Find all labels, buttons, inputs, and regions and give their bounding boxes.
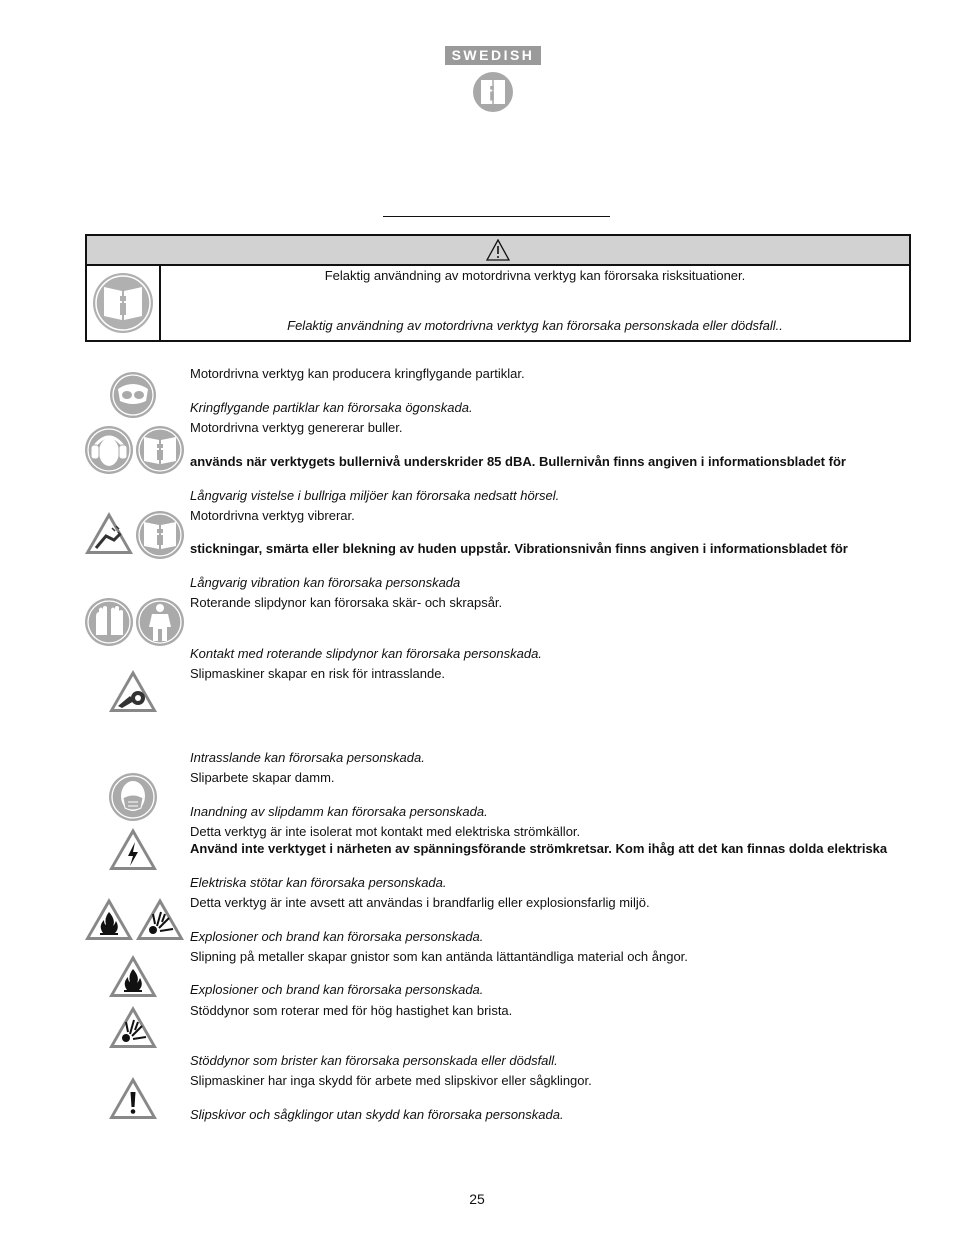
dust-mask-icon: [108, 772, 158, 822]
hazard-consequence: Inandning av slipdamm kan förorsaka personskada.: [190, 804, 488, 819]
hazard-text: Roterande slipdynor kan förorsaka skär- och skrapsår.: [190, 595, 503, 610]
hazard-consequence: Slipskivor och sågklingor utan skydd kan förorsaka personskada.: [190, 1107, 564, 1122]
hazard-text: Detta verktyg är inte isolerat mot kontakt med elektriska strömkällor.: [190, 824, 581, 839]
hazard-text: Motordrivna verktyg genererar buller.: [190, 420, 403, 435]
hazard-consequence: Stöddynor som brister kan förorsaka personskada eller dödsfall.: [190, 1053, 558, 1068]
page-number: 25: [469, 1191, 485, 1207]
read-manual-icon: [135, 425, 185, 475]
hazard-text: Sliparbete skapar damm.: [190, 770, 335, 785]
vibration-warning-icon: [84, 510, 134, 556]
hazard-text: Detta verktyg är inte avsett att användas i brandfarlig eller explosionsfarlig miljö.: [190, 895, 650, 910]
gloves-icon: [84, 597, 134, 647]
hazard-instruction: används när verktygets bullernivå underskrider 85 dBA. Bullernivån finns angiven i informationsbladet för: [190, 454, 846, 469]
title-underline: [383, 216, 610, 217]
entanglement-warning-icon: [108, 668, 158, 714]
warning-text: Felaktig användning av motordrivna verktyg kan förorsaka risksituationer.: [324, 268, 746, 283]
hazard-consequence: Explosioner och brand kan förorsaka personskada.: [190, 982, 484, 997]
explosive-icon: [135, 896, 185, 942]
burst-hazard-icon: [108, 1004, 158, 1050]
general-warning-icon: [108, 1075, 158, 1121]
warning-triangle-icon: [486, 239, 510, 261]
hazard-consequence: Intrasslande kan förorsaka personskada.: [190, 750, 425, 765]
hazard-text: Slipning på metaller skapar gnistor som kan antända lättantändliga material och ångor.: [190, 949, 688, 964]
hazard-text: Slipmaskiner skapar en risk för intrasslande.: [190, 666, 446, 681]
eye-protection-icon: [108, 371, 158, 419]
hazard-instruction: stickningar, smärta eller blekning av huden uppstår. Vibrationsnivån finns angiven i informationsbladet för: [190, 541, 848, 556]
warning-icon-cell: [87, 266, 161, 340]
read-manual-icon: [135, 510, 185, 560]
warning-box: [85, 234, 911, 342]
hazard-consequence: Kringflygande partiklar kan förorsaka ögonskada.: [190, 400, 473, 415]
language-badge: SWEDISH: [445, 46, 541, 65]
hazard-consequence: Elektriska stötar kan förorsaka personskada.: [190, 875, 447, 890]
hazard-consequence: Explosioner och brand kan förorsaka personskada.: [190, 929, 484, 944]
hazard-consequence: Långvarig vibration kan förorsaka personskada: [190, 575, 461, 590]
read-manual-icon: [92, 272, 154, 334]
hazard-text: Motordrivna verktyg kan producera kringflygande partiklar.: [190, 366, 525, 381]
hearing-protection-icon: [84, 425, 134, 475]
hazard-consequence: Kontakt med roterande slipdynor kan förorsaka personskada.: [190, 646, 542, 661]
flammable-icon: [84, 896, 134, 942]
hazard-text: Motordrivna verktyg vibrerar.: [190, 508, 355, 523]
hazard-instruction: Använd inte verktyget i närheten av spänningsförande strömkretsar. Kom ihåg att det kan finnas dolda elektriska: [190, 841, 888, 856]
hazard-text: Slipmaskiner har inga skydd för arbete med slipskivor eller sågklingor.: [190, 1073, 592, 1088]
electrical-hazard-icon: [108, 826, 158, 872]
protective-clothing-icon: [135, 597, 185, 647]
hazard-consequence: Långvarig vistelse i bullriga miljöer kan förorsaka nedsatt hörsel.: [190, 488, 560, 503]
hazard-text: Stöddynor som roterar med för hög hastighet kan brista.: [190, 1003, 513, 1018]
read-manual-icon: [472, 71, 514, 113]
fire-hazard-icon: [108, 953, 158, 999]
warning-consequence: Felaktig användning av motordrivna verktyg kan förorsaka personskada eller dödsfall..: [287, 318, 783, 333]
warning-header: [87, 236, 909, 266]
